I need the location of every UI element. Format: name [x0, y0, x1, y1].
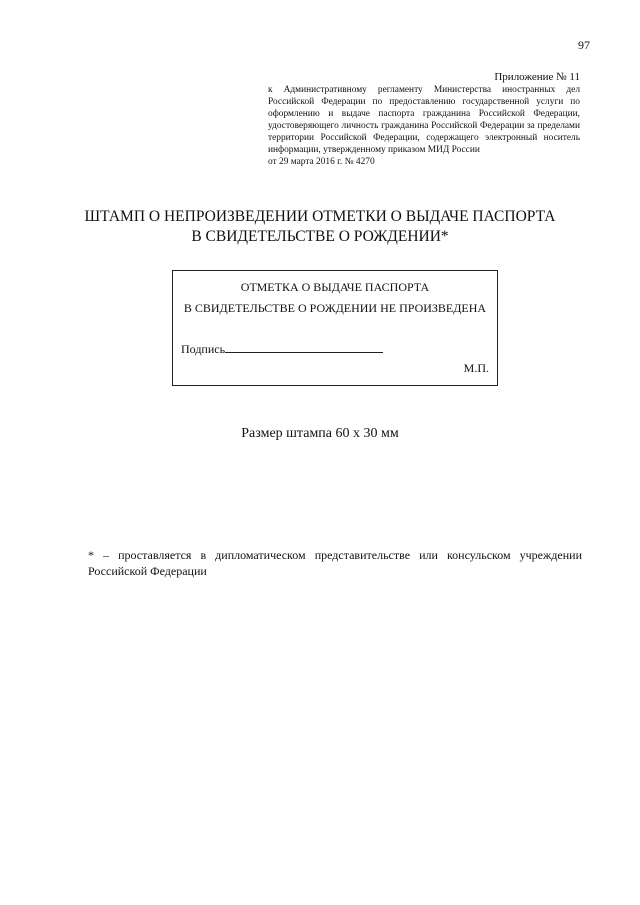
document-title-line-1: ШТАМП О НЕПРОИЗВЕДЕНИИ ОТМЕТКИ О ВЫДАЧЕ ПАСПОРТА — [84, 208, 556, 225]
appendix-body: к Административному регламенту Министерства иностранных дел Российской Федерации по предоставлению государственной услуги по оформлению и выдаче паспорта гражданина Российской Федерации, удостоверяющего личность гражданина Российской Федерации за пределами территории Российской Федерации, содержащего электронный носитель информации, утвержденному приказом МИД России — [268, 85, 580, 155]
footnote: * – проставляется в дипломатическом представительстве или консульском учреждении Российской Федерации — [88, 548, 582, 578]
page-number: 97 — [578, 38, 590, 52]
stamp-text-line-1: ОТМЕТКА О ВЫДАЧЕ ПАСПОРТА — [240, 280, 430, 294]
appendix-title: Приложение № 11 — [494, 71, 580, 83]
stamp-size-caption: Размер штампа 60 х 30 мм — [241, 426, 399, 441]
seal-mark: М.П. — [463, 361, 489, 375]
document-title-line-2: В СВИДЕТЕЛЬСТВЕ О РОЖДЕНИИ* — [191, 228, 449, 245]
appendix-date: от 29 марта 2016 г. № 4270 — [268, 157, 375, 167]
signature-row — [181, 341, 383, 357]
signature-label: Подпись — [181, 342, 226, 356]
signature-line — [225, 341, 383, 353]
stamp-box — [172, 270, 498, 386]
stamp-text-line-2: В СВИДЕТЕЛЬСТВЕ О РОЖДЕНИИ НЕ ПРОИЗВЕДЕНА — [183, 301, 487, 315]
document-title — [60, 207, 580, 247]
appendix-header — [268, 70, 580, 168]
